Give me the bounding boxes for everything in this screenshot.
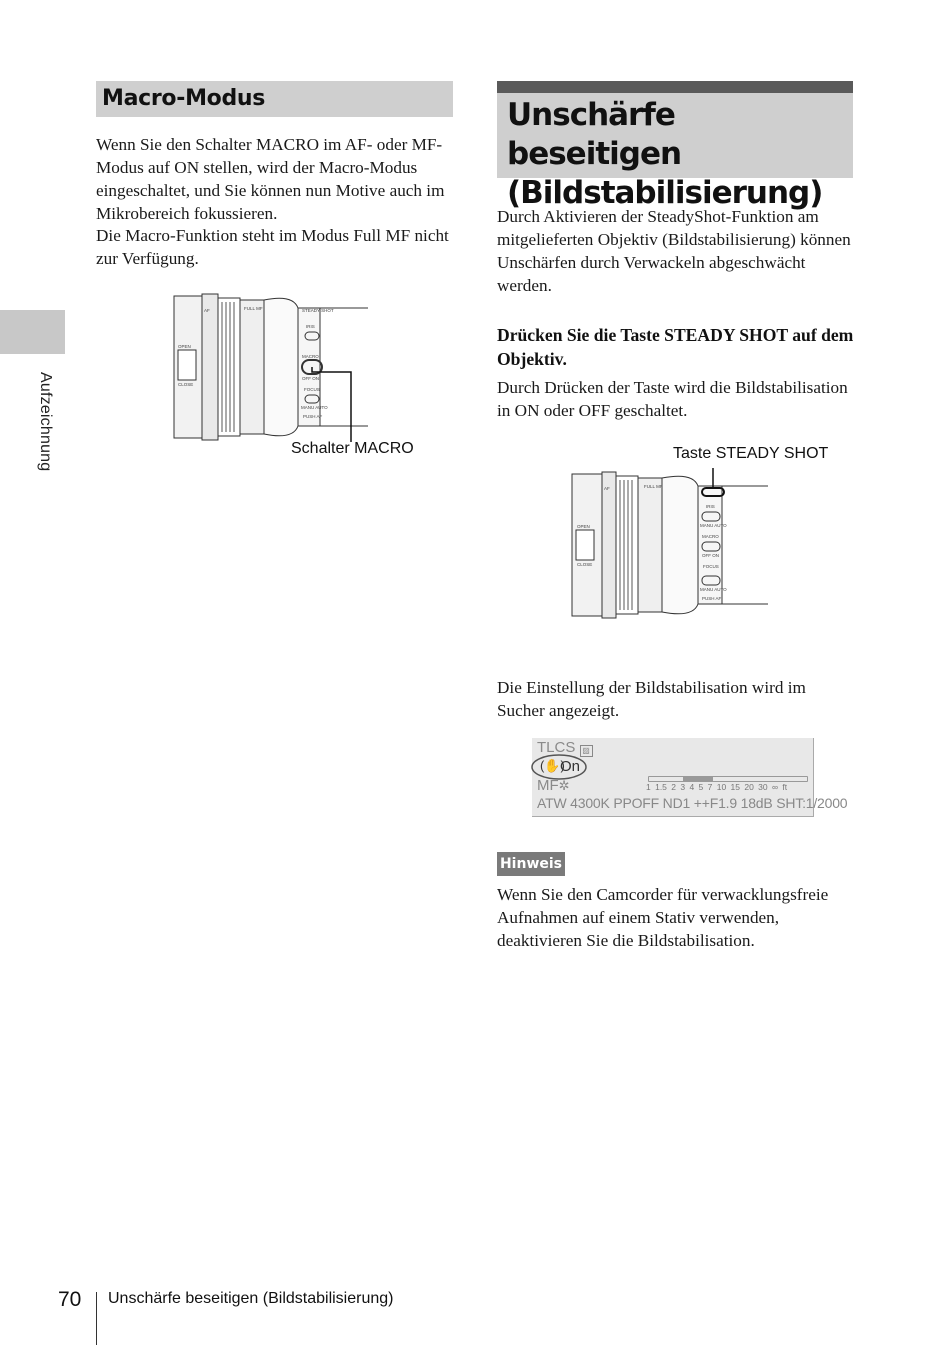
svg-text:PUSH AF: PUSH AF [303,414,323,419]
svg-text:MACRO: MACRO [302,354,319,359]
svg-text:OFF ON: OFF ON [702,553,719,558]
section-tab [0,310,65,354]
macro-switch-caption: Schalter MACRO [291,440,414,457]
svg-text:AF: AF [204,308,210,313]
lens-figure-steadyshot [568,468,768,623]
footer-divider [96,1292,97,1345]
steadyshot-status: On [560,758,581,775]
lens-figure-macro [168,292,368,442]
section-tab-label: Aufzeichnung [37,372,54,472]
svg-text:FULL MF: FULL MF [244,306,263,311]
steady-shot-caption: Taste STEADY SHOT [673,445,829,462]
svg-text:PUSH AF: PUSH AF [702,596,722,601]
svg-text:MANU AUTO: MANU AUTO [700,523,727,528]
svg-text:STEADY SHOT: STEADY SHOT [302,308,334,313]
focus-mode: MF✲ [537,777,570,794]
svg-text:MANU AUTO: MANU AUTO [301,405,328,410]
macro-heading: Macro-Modus [96,81,453,117]
viewfinder-display [532,738,848,817]
camera-status-line: ATW 4300K PPOFF ND1 ++F1.9 18dB SHT:1/2000 [537,795,848,811]
svg-text:CLOSE: CLOSE [577,562,593,567]
stabilization-intro: Durch Aktivieren der SteadyShot-Funktion am mitgelieferten Objektiv (Bildstabilisierung) können Unschärfen durch Verwackeln abgeschwächt werden. [497,207,851,295]
tlcs-label: TLCS ▨ [537,739,593,757]
svg-text:MACRO: MACRO [702,534,719,539]
hint-badge: Hinweis [497,852,565,876]
svg-text:AF: AF [604,486,610,491]
svg-text:IRIS: IRIS [306,324,315,329]
footer-title: Unschärfe beseitigen (Bildstabilisierung) [108,1290,394,1307]
svg-text:OPEN: OPEN [577,524,590,529]
focus-distance-scale: 1 1.5 2 3 4 5 7 10 15 20 30 ∞ ft [646,782,788,792]
page-number: 70 [58,1288,82,1311]
svg-text:FULL MF: FULL MF [644,484,663,489]
svg-text:FOCUS: FOCUS [703,564,719,569]
svg-text:OPEN: OPEN [178,344,191,349]
hint-text: Wenn Sie den Camcorder für verwacklungsfreie Aufnahmen auf einem Stativ verwenden, deaktivieren Sie die Bildstabilisation. [497,885,829,950]
tlcs-icon: ▨ [580,745,593,757]
step-heading: Drücken Sie die Taste STEADY SHOT auf dem Objektiv. [497,325,854,369]
macro-paragraph-2: Die Macro-Funktion steht im Modus Full MF nicht zur Verfügung. [96,226,449,268]
focus-assist-icon: ✲ [558,778,570,793]
svg-text:MANU AUTO: MANU AUTO [700,587,727,592]
svg-text:FOCUS: FOCUS [304,387,320,392]
display-text: Die Einstellung der Bildstabilisation wird im Sucher angezeigt. [497,678,806,720]
svg-text:IRIS: IRIS [706,504,715,509]
steadyshot-hand-icon: (✋) [540,758,565,773]
svg-text:CLOSE: CLOSE [178,382,194,387]
heading-accent-bar [497,81,853,93]
step-text: Durch Drücken der Taste wird die Bildstabilisation in ON oder OFF geschaltet. [497,378,848,420]
stabilization-heading: Unschärfe beseitigen (Bildstabilisierung) [497,93,853,178]
svg-text:OFF ON: OFF ON [302,376,319,381]
macro-paragraph-1: Wenn Sie den Schalter MACRO im AF- oder MF-Modus auf ON stellen, wird der Macro-Modus eingeschaltet, und Sie können nun Motive auch im Mikrobereich fokussieren. [96,135,445,223]
